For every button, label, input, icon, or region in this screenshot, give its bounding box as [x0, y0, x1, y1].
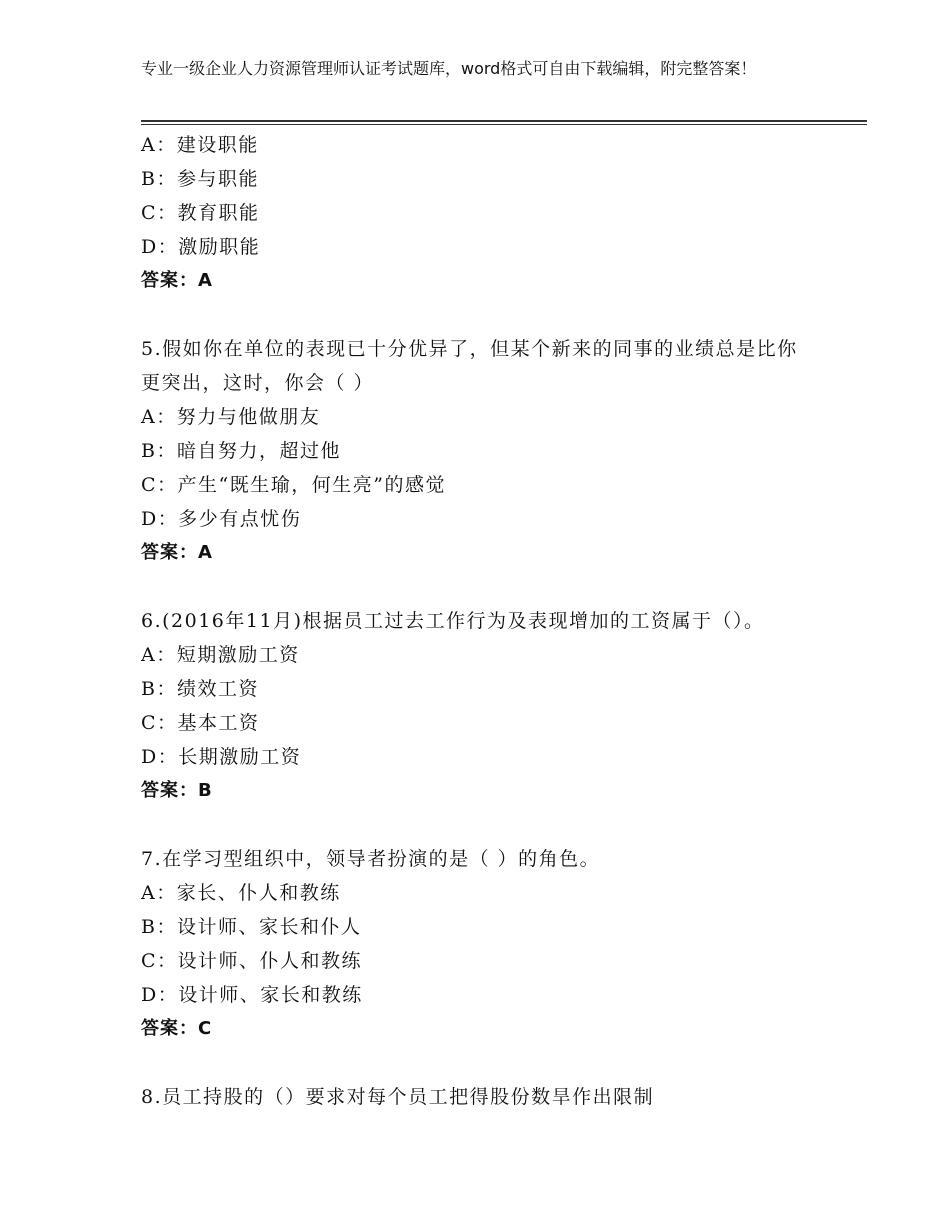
answer-label: 答案：B: [141, 780, 213, 801]
spacer: [141, 1046, 867, 1080]
option-d: D：长期激励工资: [141, 746, 302, 768]
spacer: [141, 570, 867, 604]
question-block: [141, 128, 867, 298]
answer-label: 答案：C: [141, 1018, 213, 1039]
question-stem: 6.(2016年11月)根据员工过去工作行为及表现增加的工资属于（）。: [141, 610, 765, 632]
answer-label: 答案：A: [141, 542, 213, 563]
spacer: [141, 298, 867, 332]
question-stem: 5.假如你在单位的表现已十分优异了，但某个新来的同事的业绩总是比你更突出，这时，你会（ ）: [141, 338, 798, 394]
option-b: B：参与职能: [141, 168, 259, 190]
option-a: A：家长、仆人和教练: [141, 882, 341, 904]
question-list: [141, 128, 867, 1114]
header-rule-thick: [141, 120, 867, 122]
option-c: C：设计师、仆人和教练: [141, 950, 363, 972]
option-b: B：暗自努力，超过他: [141, 440, 341, 462]
option-a: A：建设职能: [141, 134, 259, 156]
option-b: B：绩效工资: [141, 678, 259, 700]
header-rule-thin: [141, 124, 867, 125]
question-block: [141, 842, 867, 1046]
option-c: C：教育职能: [141, 202, 260, 224]
question-block: [141, 604, 867, 808]
question-block: [141, 1080, 867, 1114]
option-a: A：努力与他做朋友: [141, 406, 321, 428]
option-c: C：产生“既生瑜，何生亮”的感觉: [141, 474, 446, 496]
option-d: D：激励职能: [141, 236, 261, 258]
question-stem: 7.在学习型组织中，领导者扮演的是（ ）的角色。: [141, 848, 601, 870]
option-a: A：短期激励工资: [141, 644, 300, 666]
question-stem: 8.员工持股的（）要求对每个员工把得股份数旱作出限制: [141, 1086, 655, 1108]
option-d: D：设计师、家长和教练: [141, 984, 363, 1006]
question-block: [141, 332, 867, 570]
spacer: [141, 808, 867, 842]
document-header: 专业一级企业人力资源管理师认证考试题库，word格式可自由下载编辑，附完整答案！: [141, 59, 757, 78]
answer-label: 答案：A: [141, 270, 213, 291]
option-d: D：多少有点忧伤: [141, 508, 302, 530]
option-c: C：基本工资: [141, 712, 260, 734]
option-b: B：设计师、家长和仆人: [141, 916, 362, 938]
